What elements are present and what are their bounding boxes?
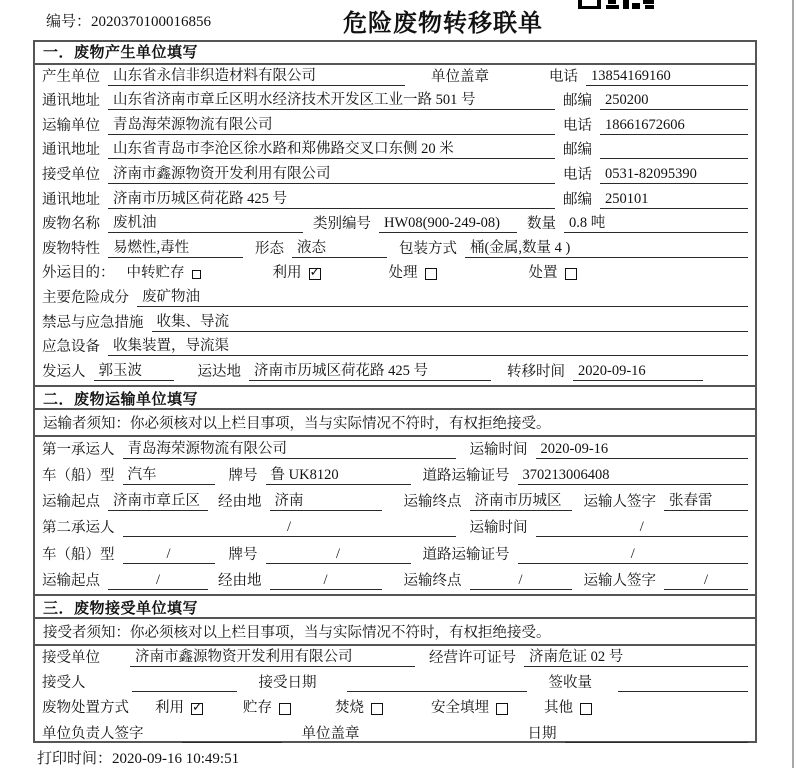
- checkbox-treat: [425, 268, 437, 280]
- time2-value: /: [536, 519, 749, 537]
- producer-label: 产生单位: [42, 68, 100, 85]
- section2-heading: 二．废物运输单位填写: [35, 385, 755, 410]
- quantity-value: 0.8 吨: [564, 211, 748, 233]
- road-license1-label: 道路运输证号: [422, 468, 510, 485]
- sign1-value: 张春雷: [664, 489, 748, 511]
- manifest-form: [33, 40, 757, 743]
- vehicle1-label: 车（船）型: [42, 468, 115, 485]
- signed-amount-label: 签收量: [548, 675, 592, 692]
- disposal-option-other: [544, 696, 592, 717]
- notice3-label: 接受者须知：: [43, 624, 130, 641]
- vehicle1-row: [35, 463, 755, 489]
- acceptor-label: 接受人: [42, 675, 86, 692]
- carrier1-value: 青岛海荣源物流有限公司: [123, 437, 456, 459]
- notice2-label: 运输者须知：: [43, 415, 130, 432]
- receiving-unit-row: [35, 646, 755, 671]
- shipper-row: [35, 360, 755, 385]
- phone1-value: 13854169160: [586, 68, 748, 86]
- category-value: HW08(900-249-08): [379, 215, 517, 233]
- checkbox-dispose: [565, 268, 577, 280]
- disposal-option-label: 安全填埋: [431, 700, 489, 717]
- disposal-method-row: [35, 696, 755, 721]
- responsible-sign-label: 单位负责人签字: [42, 725, 144, 742]
- road-license2-value: /: [518, 546, 749, 564]
- vehicle2-label: 车（船）型: [42, 546, 115, 563]
- hazard-label: 主要危险成分: [42, 289, 129, 306]
- carrier1-label: 第一承运人: [42, 441, 115, 458]
- producer-value: 山东省永信非织造材料有限公司: [108, 64, 405, 86]
- purpose-option-utilize: [273, 261, 321, 282]
- zip2-label: 邮编: [563, 142, 592, 159]
- end1-value: 济南市历城区: [470, 489, 572, 511]
- equipment-value: 收集装置，导流渠: [108, 334, 748, 356]
- purpose-option-label: 处置: [528, 265, 558, 282]
- producer-address-row: [35, 90, 755, 115]
- section1-body: [35, 65, 755, 385]
- disposal-option-utilize: [155, 696, 203, 717]
- category-label: 类别编号: [313, 216, 371, 233]
- equipment-label: 应急设备: [42, 339, 100, 356]
- zip1-label: 邮编: [563, 93, 592, 110]
- checkbox-disposal-store: [279, 703, 291, 715]
- transporter-label: 运输单位: [42, 117, 100, 134]
- zip1-value: 250200: [600, 92, 748, 110]
- via2-value: /: [270, 572, 382, 590]
- sign1-label: 运输人签字: [583, 494, 656, 511]
- sign2-value: /: [664, 572, 748, 590]
- receiver-value: 济南市鑫源物资开发利用有限公司: [108, 162, 555, 184]
- checkbox-disposal-utilize: [191, 703, 203, 715]
- disposal-option-label: 焚烧: [335, 700, 364, 717]
- second-carrier-row: [35, 515, 755, 541]
- disposal-option-label: 其他: [544, 700, 573, 717]
- disposal-option-landfill: [431, 696, 508, 717]
- end1-label: 运输终点: [403, 494, 462, 511]
- purpose-option-transfer-storage: [127, 261, 201, 282]
- transfer-time-value: 2020-09-16: [573, 363, 703, 381]
- address1-label: 通讯地址: [42, 93, 100, 110]
- road-license1-value: 370213006408: [518, 467, 749, 485]
- qr-code-fragment-icon: [578, 0, 656, 9]
- receiver-notice-row: [35, 619, 755, 646]
- carrier2-value: /: [123, 519, 456, 537]
- signed-amount-value: [618, 674, 748, 692]
- date3-label: 日期: [527, 725, 557, 742]
- via1-label: 经由地: [218, 494, 262, 511]
- end2-value: /: [470, 572, 572, 590]
- seal-label: 单位盖章: [431, 68, 489, 85]
- print-time-line: [37, 747, 239, 768]
- serial-label: 编号：: [46, 14, 92, 30]
- emergency-equipment-row: [35, 336, 755, 361]
- checkbox-disposal-incinerate: [371, 703, 383, 715]
- destination-value: 济南市历城区荷花路 425 号: [249, 359, 491, 381]
- emergency-value: 收集、导流: [152, 310, 749, 332]
- receiver3-label: 接受单位: [42, 650, 100, 667]
- hazard-value: 废矿物油: [137, 285, 748, 307]
- address3-label: 通讯地址: [42, 191, 100, 208]
- purpose-option-dispose: [529, 261, 577, 282]
- producer-row: [35, 65, 755, 90]
- checkbox-disposal-other: [580, 703, 592, 715]
- address2-value: 山东省青岛市李沧区徐水路和郑佛路交叉口东侧 20 米: [108, 137, 555, 159]
- phone1-label: 电话: [549, 68, 578, 85]
- accept-date-label: 接受日期: [258, 675, 317, 692]
- checkbox-disposal-landfill: [496, 703, 508, 715]
- transfer-time-label: 转移时间: [507, 363, 565, 380]
- checkbox-utilize: [309, 268, 321, 280]
- receiver3-value: 济南市鑫源物资开发利用有限公司: [130, 645, 415, 667]
- shipper-value: 郭玉波: [94, 359, 174, 381]
- notice3-text: 你必须核对以上栏目事项，当与实际情况不符时，有权拒绝接受。: [130, 624, 551, 641]
- vehicle2-row: [35, 541, 755, 567]
- transporter-value: 青岛海荣源物流有限公司: [108, 113, 555, 135]
- emergency-label: 禁忌与应急措施: [42, 314, 144, 331]
- route1-row: [35, 489, 755, 515]
- notice2-text: 你必须核对以上栏目事项，当与实际情况不符时，有权拒绝接受。: [130, 415, 551, 432]
- plate2-label: 牌号: [228, 546, 258, 563]
- purpose-label: 外运目的：: [42, 265, 115, 282]
- waste-characteristics-row: [35, 237, 755, 262]
- receiver-label: 接受单位: [42, 166, 100, 183]
- packaging-label: 包装方式: [399, 240, 457, 257]
- road-license2-label: 道路运输证号: [422, 546, 510, 563]
- serial-value: 2020370100016856: [91, 14, 212, 30]
- transporter-row: [35, 114, 755, 139]
- via2-label: 经由地: [218, 572, 262, 589]
- date3-value: [565, 725, 749, 743]
- receiver-address-row: [35, 188, 755, 213]
- responsible-signature-row: [35, 721, 755, 746]
- disposal-label: 废物处置方式: [42, 700, 129, 717]
- origin2-label: 运输起点: [42, 572, 100, 589]
- checkbox-transfer-storage: [192, 270, 201, 279]
- plate2-value: /: [266, 546, 411, 564]
- disposal-option-label: 利用: [155, 700, 184, 717]
- section3-body: [35, 619, 755, 747]
- acceptor-value: [132, 674, 237, 692]
- characteristics-label: 废物特性: [42, 240, 100, 257]
- phone3-label: 电话: [563, 166, 592, 183]
- characteristics-value: 易燃性,毒性: [108, 236, 243, 258]
- receiver-row: [35, 163, 755, 188]
- outbound-purpose-row: [35, 262, 755, 287]
- window-edge-line: [792, 0, 794, 768]
- print-time-label: 打印时间：: [37, 751, 113, 767]
- page-title: 危险废物转移联单: [343, 11, 543, 37]
- via1-value: 济南: [270, 489, 382, 511]
- phone3-value: 0531-82095390: [600, 166, 748, 184]
- disposal-option-store: [243, 696, 291, 717]
- license-label: 经营许可证号: [429, 650, 516, 667]
- shipper-label: 发运人: [42, 363, 86, 380]
- print-time-value: 2020-09-16 10:49:51: [112, 751, 240, 767]
- address2-label: 通讯地址: [42, 142, 100, 159]
- plate1-value: 鲁 UK8120: [266, 463, 411, 485]
- phone2-value: 18661672606: [600, 117, 748, 135]
- vehicle2-value: /: [123, 546, 215, 564]
- acceptor-row: [35, 671, 755, 696]
- waste-name-row: [35, 213, 755, 238]
- purpose-option-label: 中转贮存: [126, 265, 185, 282]
- waste-name-label: 废物名称: [42, 216, 100, 233]
- quantity-label: 数量: [527, 216, 556, 233]
- zip3-label: 邮编: [563, 191, 592, 208]
- plate1-label: 牌号: [228, 468, 258, 485]
- seal3-label: 单位盖章: [301, 725, 360, 742]
- time1-label: 运输时间: [469, 441, 528, 458]
- transporter-address-row: [35, 139, 755, 164]
- time1-value: 2020-09-16: [536, 441, 749, 459]
- destination-label: 运达地: [197, 363, 241, 380]
- sign2-label: 运输人签字: [583, 572, 656, 589]
- accept-date-value: [347, 674, 527, 692]
- carrier2-label: 第二承运人: [42, 520, 115, 537]
- origin2-value: /: [108, 572, 208, 590]
- packaging-value: 桶(金属,数量 4 ): [465, 236, 748, 258]
- license-value: 济南危证 02 号: [524, 645, 748, 667]
- responsible-sign-value: [182, 725, 282, 743]
- origin1-label: 运输起点: [42, 494, 100, 511]
- address3-value: 济南市历城区荷花路 425 号: [108, 187, 555, 209]
- section3-heading: 三．废物接受单位填写: [35, 594, 755, 619]
- first-carrier-row: [35, 437, 755, 463]
- waste-name-value: 废机油: [108, 211, 303, 233]
- transporter-notice-row: [35, 410, 755, 437]
- disposal-option-label: 贮存: [243, 700, 272, 717]
- end2-label: 运输终点: [403, 572, 462, 589]
- section2-body: [35, 410, 755, 594]
- vehicle1-value: 汽车: [123, 463, 215, 485]
- disposal-option-incinerate: [335, 696, 383, 717]
- address1-value: 山东省济南市章丘区明水经济技术开发区工业一路 501 号: [108, 88, 555, 110]
- origin1-value: 济南市章丘区: [108, 489, 208, 511]
- zip2-value: [600, 141, 748, 159]
- purpose-option-label: 处理: [388, 265, 418, 282]
- hazard-component-row: [35, 286, 755, 311]
- purpose-option-treat: [389, 261, 437, 282]
- time2-label: 运输时间: [469, 520, 528, 537]
- zip3-value: 250101: [600, 191, 748, 209]
- purpose-option-label: 利用: [272, 265, 302, 282]
- emergency-measures-row: [35, 311, 755, 336]
- phone2-label: 电话: [563, 117, 592, 134]
- route2-row: [35, 568, 755, 594]
- form-label: 形态: [255, 240, 284, 257]
- section1-heading: 一．废物产生单位填写: [35, 42, 755, 65]
- form-value: 液态: [292, 236, 387, 258]
